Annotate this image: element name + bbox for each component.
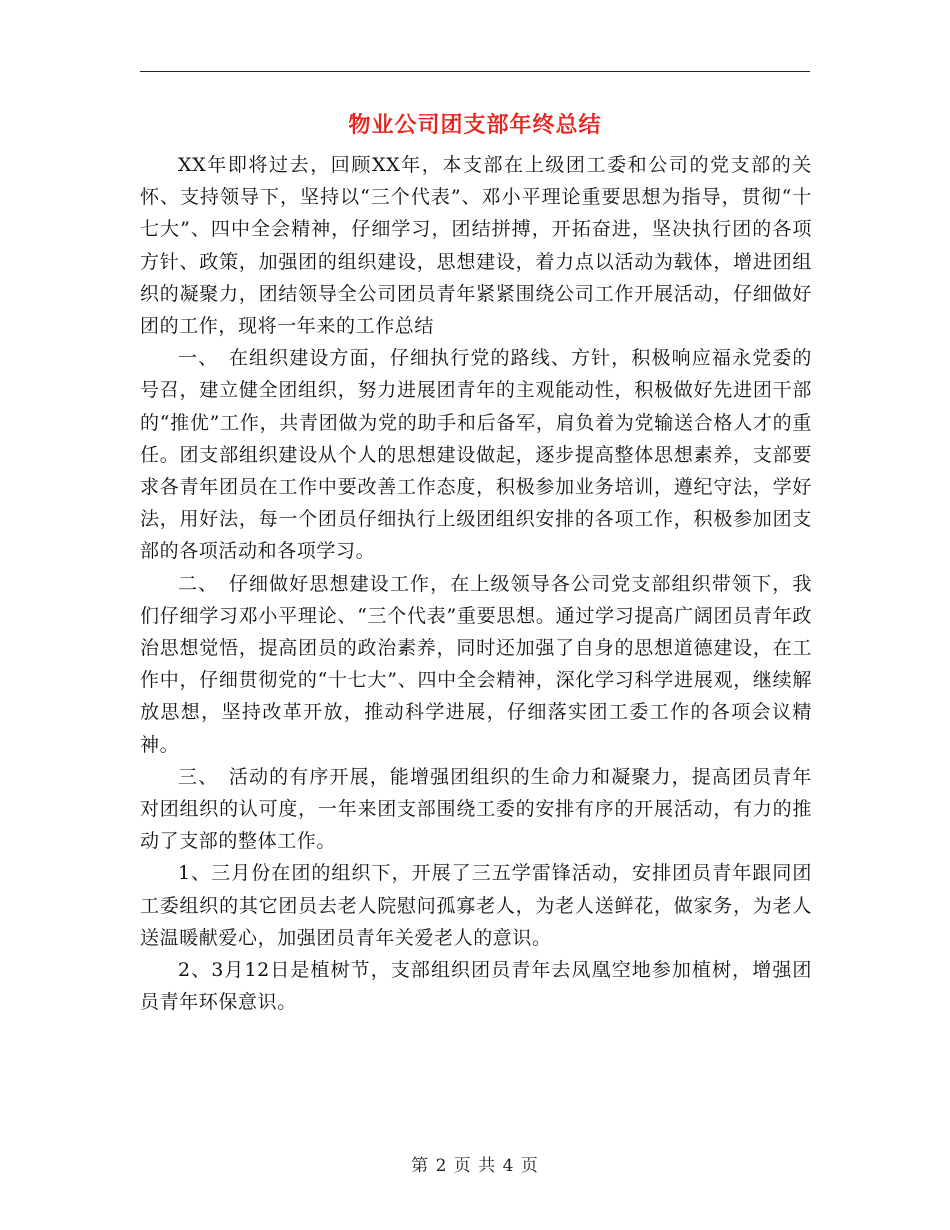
paragraph-section-1: 一、 在组织建设方面，仔细执行党的路线、方针，积极响应福永党委的号召，建立健全团组织，努力进展团青年的主观能动性，积极做好先进团干部的“推优”工作，共青团做为党的助手和后备军，肩负着为党输送合格人才的重任。团支部组织建设从个人的思想建设做起，逐步提高整体思想素养，支部要求各青年团员在工作中要改善工作态度，积极参加业务培训，遵纪守法，学好法，用好法，每一个团员仔细执行上级团组织安排的各项工作，积极参加团支部的各项活动和各项学习。 (140, 347, 812, 563)
paragraph-section-2: 二、 仔细做好思想建设工作，在上级领导各公司党支部组织带领下，我们仔细学习邓小平理论、“三个代表”重要思想。通过学习提高广阔团员青年政治思想觉悟，提高团员的政治素养，同时还加强了自身的思想道德建设，在工作中，仔细贯彻党的“十七大”、四中全会精神，深化学习科学进展观，继续解放思想，坚持改革开放，推动科学进展，仔细落实团工委工作的各项会议精神。 (140, 572, 812, 756)
paragraph-item-2: 2、3月12日是植树节，支部组织团员青年去凤凰空地参加植树，增强团员青年环保意识。 (140, 959, 812, 1014)
document-title: 物业公司团支部年终总结 (348, 112, 602, 138)
document-body (140, 149, 812, 1018)
paragraph-intro: XX年即将过去，回顾XX年，本支部在上级团工委和公司的党支部的关怀、支持领导下，坚持以“三个代表”、邓小平理论重要思想为指导，贯彻“十七大”、四中全会精神，仔细学习，团结拼搏，开拓奋进，坚决执行团的各项方针、政策，加强团的组织建设，思想建设，着力点以活动为载体，增进团组织的凝聚力，团结领导全公司团员青年紧紧围绕公司工作开展活动，仔细做好团的工作，现将一年来的工作总结 (140, 154, 812, 338)
header-rule (140, 71, 810, 72)
paragraph-section-3: 三、 活动的有序开展，能增强团组织的生命力和凝聚力，提高团员青年对团组织的认可度，一年来团支部围绕工委的安排有序的开展活动，有力的推动了支部的整体工作。 (140, 765, 812, 853)
page-number: 第 2 页 共 4 页 (411, 1156, 539, 1176)
paragraph-item-1: 1、三月份在团的组织下，开展了三五学雷锋活动，安排团员青年跟同团工委组织的其它团员去老人院慰问孤寡老人，为老人送鲜花，做家务，为老人送温暖献爱心，加强团员青年关爱老人的意识。 (140, 862, 812, 949)
